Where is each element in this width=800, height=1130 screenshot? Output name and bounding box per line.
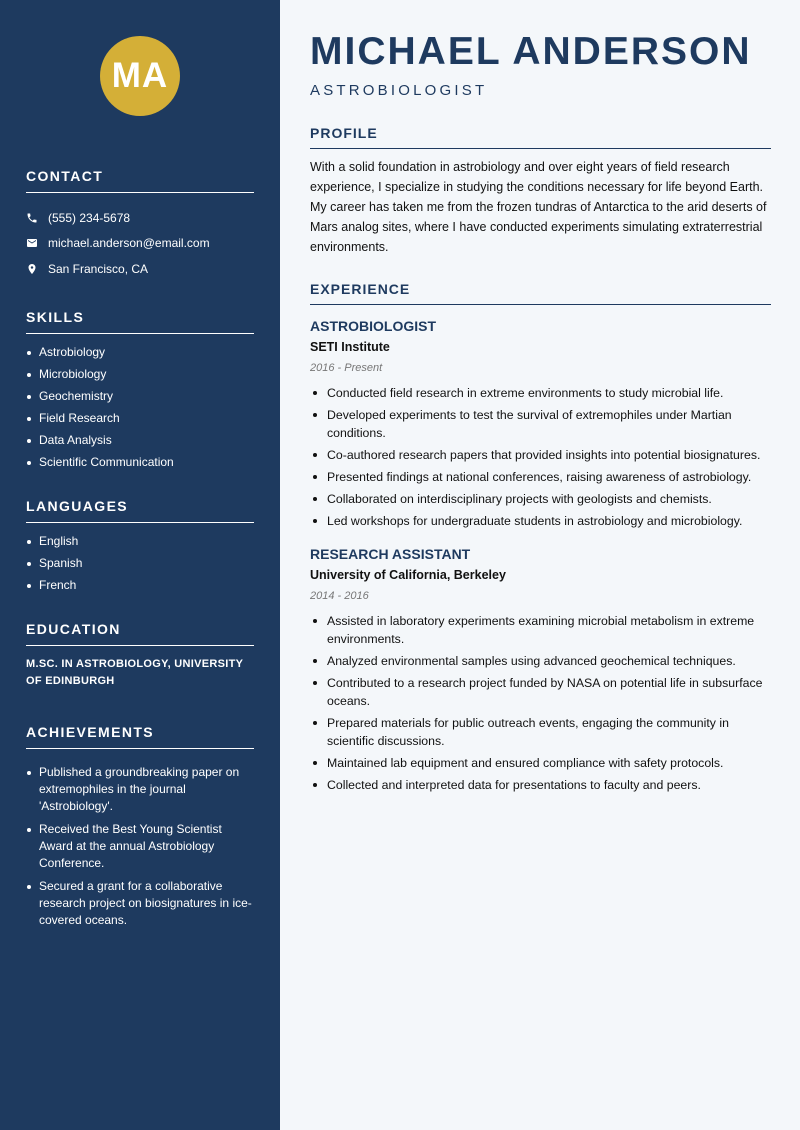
job-bullets xyxy=(310,612,771,794)
job-bullet: Co-authored research papers that provided insights into potential biosignatures. xyxy=(310,446,771,464)
languages-section xyxy=(26,498,254,594)
contact-phone xyxy=(26,205,254,231)
job-bullets xyxy=(310,384,771,530)
skill-item: Microbiology xyxy=(26,366,254,383)
job-bullet: Conducted field research in extreme environments to study microbial life. xyxy=(310,384,771,402)
job-title: ASTROBIOLOGIST xyxy=(310,318,436,334)
contact-list xyxy=(26,205,254,282)
contact-section xyxy=(26,168,254,282)
skill-item: Geochemistry xyxy=(26,388,254,405)
phone-text: (555) 234-5678 xyxy=(48,210,131,225)
skill-item: Data Analysis xyxy=(26,432,254,449)
job-bullet: Developed experiments to test the survival of extremophiles under Martian conditions. xyxy=(310,406,771,442)
achievement-item: Received the Best Young Scientist Award at the annual Astrobiology Conference. xyxy=(26,821,254,872)
achievement-item: Secured a grant for a collaborative research project on biosignatures in ice-covered oceans. xyxy=(26,878,254,929)
job-bullet: Maintained lab equipment and ensured compliance with safety protocols. xyxy=(310,754,771,772)
location-text: San Francisco, CA xyxy=(48,261,149,276)
experience-section xyxy=(310,281,771,794)
job-bullet: Led workshops for undergraduate students in astrobiology and microbiology. xyxy=(310,512,771,530)
job-bullet: Collaborated on interdisciplinary projects with geologists and chemists. xyxy=(310,490,771,508)
job-dates: 2014 - 2016 xyxy=(310,590,369,602)
candidate-name: MICHAEL ANDERSON xyxy=(310,30,752,73)
skill-item: Field Research xyxy=(26,410,254,427)
phone-icon xyxy=(26,212,38,224)
achievements-section xyxy=(26,724,254,929)
job-entry xyxy=(310,544,771,794)
sidebar xyxy=(0,0,280,1130)
language-item: Spanish xyxy=(26,555,254,572)
contact-email xyxy=(26,231,254,257)
languages-heading: LANGUAGES xyxy=(26,498,254,523)
job-bullet: Analyzed environmental samples using advanced geochemical techniques. xyxy=(310,652,771,670)
skills-section xyxy=(26,309,254,471)
job-entry xyxy=(310,316,771,530)
education-section xyxy=(26,621,254,690)
job-organization: SETI Institute xyxy=(310,340,390,354)
avatar-initials: MA xyxy=(111,56,169,95)
job-dates: 2016 - Present xyxy=(310,362,383,374)
education-heading: EDUCATION xyxy=(26,621,254,646)
email-icon xyxy=(26,237,38,249)
job-bullet: Contributed to a research project funded by NASA on potential life in subsurface oceans. xyxy=(310,674,771,710)
achievements-heading: ACHIEVEMENTS xyxy=(26,724,254,749)
skill-item: Astrobiology xyxy=(26,344,254,361)
profile-section xyxy=(310,125,771,257)
skill-item: Scientific Communication xyxy=(26,454,254,471)
experience-heading: EXPERIENCE xyxy=(310,281,771,305)
job-bullet: Prepared materials for public outreach events, engaging the community in scientific discussions. xyxy=(310,714,771,750)
candidate-role: ASTROBIOLOGIST xyxy=(310,82,488,99)
email-text: michael.anderson@email.com xyxy=(48,236,210,251)
achievements-list xyxy=(26,764,254,929)
education-degree: M.SC. IN ASTROBIOLOGY, UNIVERSITY OF EDINBURGH xyxy=(26,657,244,687)
main-content xyxy=(280,0,800,1130)
skills-heading: SKILLS xyxy=(26,309,254,334)
achievement-item: Published a groundbreaking paper on extremophiles in the journal 'Astrobiology'. xyxy=(26,764,254,815)
job-organization: University of California, Berkeley xyxy=(310,568,506,582)
job-bullet: Collected and interpreted data for presentations to faculty and peers. xyxy=(310,776,771,794)
contact-location xyxy=(26,256,254,282)
contact-heading: CONTACT xyxy=(26,168,254,193)
avatar xyxy=(100,36,180,116)
languages-list xyxy=(26,533,254,594)
job-title: RESEARCH ASSISTANT xyxy=(310,546,471,562)
profile-text: With a solid foundation in astrobiology and over eight years of field research experience, I specialize in studying the conditions necessary for life beyond Earth. My career has taken me from the frozen tundras of Antarctica to the arid deserts of Mars analog sites, where I have conducted experiments simulating extraterrestrial environments. xyxy=(310,160,767,254)
skills-list xyxy=(26,344,254,471)
job-bullet: Presented findings at national conferences, raising awareness of astrobiology. xyxy=(310,468,771,486)
language-item: English xyxy=(26,533,254,550)
job-bullet: Assisted in laboratory experiments examining microbial metabolism in extreme environments. xyxy=(310,612,771,648)
profile-heading: PROFILE xyxy=(310,125,771,149)
location-pin-icon xyxy=(26,263,38,275)
language-item: French xyxy=(26,577,254,594)
